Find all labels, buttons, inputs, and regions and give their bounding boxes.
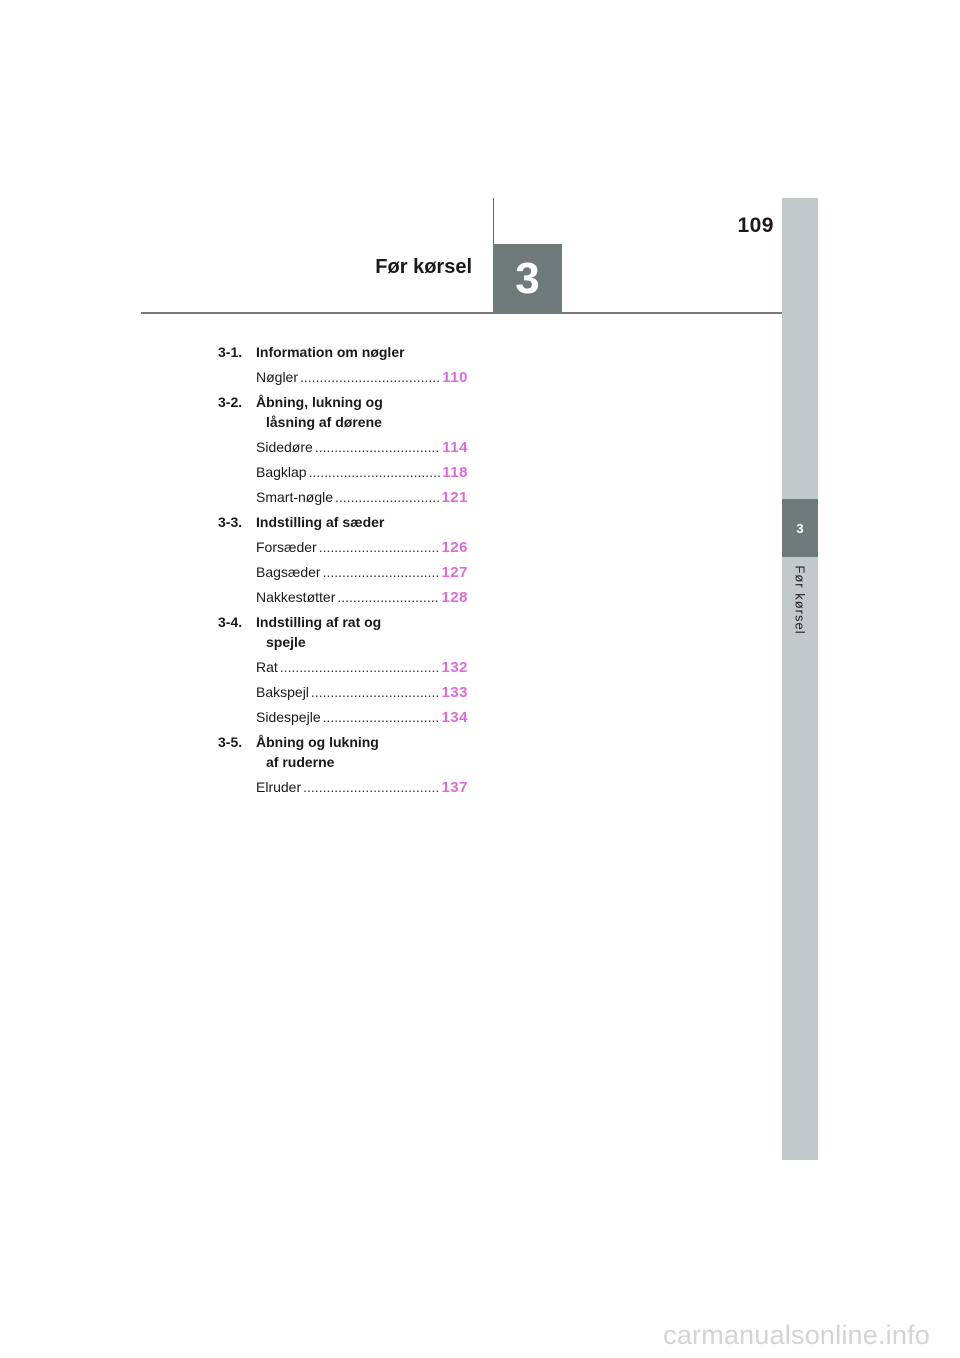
- toc-entry-page-number[interactable]: 127: [441, 564, 468, 581]
- toc-section-title: [256, 732, 436, 772]
- toc-entry-label: Smart-nøgle: [256, 489, 334, 505]
- toc-section: [218, 512, 468, 607]
- toc-section-number: 3-1.: [218, 344, 243, 360]
- dot-leader: [303, 777, 439, 797]
- toc-section-title: [256, 612, 436, 652]
- toc-entry-label: Sidedøre: [256, 439, 313, 455]
- toc-entry-label: Nøgler: [256, 369, 299, 385]
- toc-section-title-line: Indstilling af sæder: [256, 514, 385, 530]
- dot-leader: [337, 587, 439, 607]
- toc-section-heading: [218, 392, 468, 432]
- toc-section-heading: [218, 342, 468, 362]
- toc-entry-link[interactable]: [256, 682, 468, 702]
- toc-section-heading: [218, 612, 468, 652]
- dot-leader: [311, 682, 440, 702]
- toc-section-number: 3-5.: [218, 734, 243, 750]
- dot-leader: [319, 537, 440, 557]
- side-tab-label: Før kørsel: [792, 565, 808, 635]
- toc-entry-link[interactable]: [256, 367, 468, 387]
- toc-entry-page-number[interactable]: 132: [441, 659, 468, 676]
- toc-entry-link[interactable]: [256, 487, 468, 507]
- dot-leader: [300, 367, 440, 387]
- side-tab-number: 3: [782, 499, 818, 557]
- toc-entry-label: Nakkestøtter: [256, 589, 336, 605]
- toc-entry-page-number[interactable]: 126: [441, 539, 468, 556]
- toc-section-heading: [218, 512, 468, 532]
- toc-section-number: 3-3.: [218, 514, 243, 530]
- toc-entry-page-number[interactable]: 121: [441, 489, 468, 506]
- dot-leader: [280, 657, 440, 677]
- toc-section-heading: [218, 732, 468, 772]
- toc-entry-page-number[interactable]: 128: [441, 589, 468, 606]
- page-number: 109: [737, 214, 774, 237]
- toc-entry-page-number[interactable]: 114: [442, 439, 468, 456]
- toc-section-title-line: af ruderne: [266, 754, 335, 770]
- toc-section-title-line: låsning af dørene: [266, 414, 382, 430]
- table-of-contents: [218, 342, 468, 802]
- toc-entry-label: Rat: [256, 659, 278, 675]
- dot-leader: [323, 707, 440, 727]
- dot-leader: [309, 462, 441, 482]
- toc-entry-link[interactable]: [256, 587, 468, 607]
- toc-entry-label: Forsæder: [256, 539, 317, 555]
- toc-entry-page-number[interactable]: 134: [441, 709, 468, 726]
- dot-leader: [335, 487, 439, 507]
- toc-section-number: 3-4.: [218, 614, 243, 630]
- toc-section-title: [256, 342, 436, 362]
- toc-entry-link[interactable]: [256, 657, 468, 677]
- toc-entry-page-number[interactable]: 137: [441, 779, 468, 796]
- header-divider-horizontal: [141, 312, 783, 314]
- toc-section: [218, 732, 468, 797]
- toc-section-title-line: spejle: [266, 634, 306, 650]
- toc-entry-link[interactable]: [256, 562, 468, 582]
- toc-section: [218, 342, 468, 387]
- toc-entry-label: Bagklap: [256, 464, 307, 480]
- toc-entry-page-number[interactable]: 118: [442, 464, 468, 481]
- toc-section: [218, 612, 468, 727]
- toc-entry-page-number[interactable]: 110: [442, 369, 468, 386]
- toc-entry-label: Bagsæder: [256, 564, 321, 580]
- chapter-number-box: 3: [493, 244, 562, 313]
- toc-section-number: 3-2.: [218, 394, 243, 410]
- toc-entry-label: Bakspejl: [256, 684, 309, 700]
- toc-section-title-line: Indstilling af rat og: [256, 614, 382, 630]
- toc-section-title-line: Information om nøgler: [256, 344, 405, 360]
- toc-section-title-line: Åbning og lukning: [256, 734, 379, 750]
- chapter-title: Før kørsel: [375, 256, 472, 278]
- toc-entry-link[interactable]: [256, 537, 468, 557]
- toc-entry-link[interactable]: [256, 707, 468, 727]
- toc-section-title: [256, 512, 436, 532]
- toc-entry-link[interactable]: [256, 777, 468, 797]
- watermark: carmanualsonline.info: [663, 1320, 930, 1350]
- header-divider-vertical: [493, 198, 494, 244]
- toc-section-title-line: Åbning, lukning og: [256, 394, 383, 410]
- toc-section: [218, 392, 468, 507]
- side-tab: [782, 198, 818, 1160]
- toc-entry-label: Sidespejle: [256, 709, 321, 725]
- toc-entry-label: Elruder: [256, 779, 302, 795]
- toc-entry-link[interactable]: [256, 462, 468, 482]
- dot-leader: [323, 562, 440, 582]
- dot-leader: [315, 437, 440, 457]
- toc-entry-page-number[interactable]: 133: [441, 684, 468, 701]
- toc-entry-link[interactable]: [256, 437, 468, 457]
- toc-section-title: [256, 392, 436, 432]
